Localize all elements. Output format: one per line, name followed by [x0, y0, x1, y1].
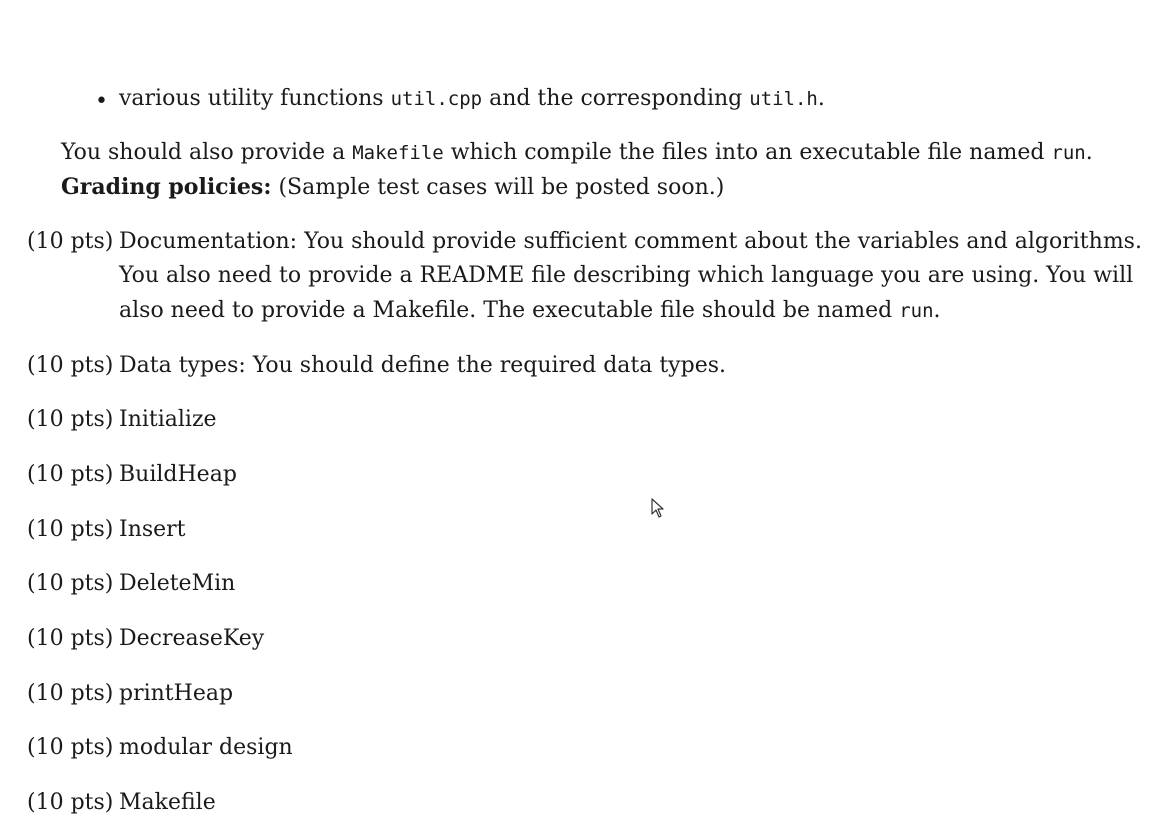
bullet-item-util	[119, 82, 825, 116]
mouse-cursor-icon	[651, 498, 665, 518]
makefile-text-after: .	[1085, 140, 1093, 165]
code-run-2: run	[899, 300, 934, 322]
grading-heading: Grading policies:	[61, 174, 272, 200]
grading-policies	[61, 170, 724, 205]
item-makefile: Makefile	[119, 790, 216, 815]
item-points: (10 pts)	[27, 353, 114, 378]
bullet-text-middle: and the corresponding	[482, 86, 750, 111]
item-points: (10 pts)	[27, 626, 114, 651]
item-points: (10 pts)	[27, 407, 114, 432]
item-points: (10 pts)	[27, 790, 114, 815]
makefile-paragraph	[61, 136, 1093, 170]
item-printheap: printHeap	[119, 681, 234, 706]
item-deletemin: DeleteMin	[119, 571, 236, 596]
code-util-h: util.h	[749, 88, 818, 110]
code-makefile: Makefile	[352, 142, 444, 164]
item-decreasekey: DecreaseKey	[119, 626, 265, 651]
code-run: run	[1051, 142, 1086, 164]
documentation-line3-text: also need to provide a Makefile. The executable file should be named	[119, 298, 900, 323]
item-buildheap: BuildHeap	[119, 462, 237, 487]
documentation-line3-after: .	[933, 298, 941, 323]
item-insert: Insert	[119, 517, 186, 542]
makefile-text-before: You should also provide a	[61, 140, 353, 165]
item-data-types: Data types: You should define the required data types.	[119, 353, 726, 378]
bullet-text-before: various utility functions	[119, 86, 391, 111]
item-initialize: Initialize	[119, 407, 217, 432]
makefile-text-middle: which compile the files into an executable file named	[443, 140, 1052, 165]
item-documentation-line1: Documentation: You should provide sufficient comment about the variables and algorithms.	[119, 229, 1142, 254]
item-points: (10 pts)	[27, 462, 114, 487]
bullet-dot: •	[95, 89, 108, 114]
item-points: (10 pts)	[27, 517, 114, 542]
item-points: (10 pts)	[27, 735, 114, 760]
item-modular-design: modular design	[119, 735, 293, 760]
bullet-text-after: .	[817, 86, 825, 111]
code-util-cpp: util.cpp	[390, 88, 483, 110]
item-points: (10 pts)	[27, 681, 114, 706]
item-points: (10 pts)	[27, 571, 114, 596]
item-documentation-line2: You also need to provide a README file describing which language you are using. You will	[119, 263, 1134, 288]
item-documentation-line3	[119, 294, 941, 328]
item-points: (10 pts)	[27, 229, 114, 254]
grading-note: (Sample test cases will be posted soon.)	[271, 175, 725, 200]
